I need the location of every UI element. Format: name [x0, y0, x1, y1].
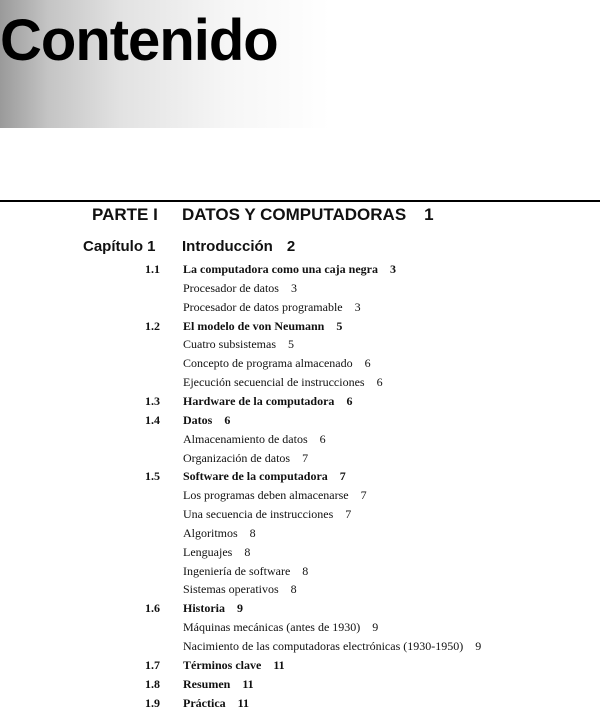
entry-page-number: 7: [339, 469, 346, 484]
entry-text: [183, 281, 297, 296]
toc-subsection-entry: [0, 432, 600, 451]
entry-page-number: 6: [376, 375, 383, 390]
entry-page-number: 5: [288, 337, 294, 352]
entry-title: Datos: [183, 412, 213, 427]
chapter-page-number: 2: [286, 238, 296, 255]
entry-page-number: 11: [273, 657, 285, 672]
entry-text: [183, 319, 342, 334]
toc-section-entry: [0, 677, 600, 696]
toc-subsection-entry: [0, 526, 600, 545]
entry-page-number: 8: [244, 544, 251, 559]
section-number: 1.5: [145, 469, 160, 484]
entry-page-number: 3: [290, 280, 297, 295]
entry-text: [183, 469, 346, 484]
entry-page-number: 6: [346, 393, 353, 408]
entry-title: Cuatro subsistemas: [183, 337, 276, 352]
entry-text: [183, 620, 378, 635]
toc-subsection-entry: [0, 507, 600, 526]
toc-subsection-entry: [0, 375, 600, 394]
entry-page-number: 6: [364, 356, 371, 371]
chapter-heading: [182, 238, 295, 255]
toc-subsection-entry: [0, 281, 600, 300]
toc-section-entry: [0, 413, 600, 432]
toc-section-entry: [0, 601, 600, 620]
entry-text: [183, 639, 481, 654]
toc-section-entry: [0, 696, 600, 715]
entry-title: El modelo de von Neumann: [183, 318, 325, 333]
toc-section-entry: [0, 658, 600, 677]
entry-page-number: 9: [475, 639, 482, 653]
entry-page-number: 11: [242, 676, 254, 691]
entry-page-number: 8: [249, 525, 256, 540]
chapter-label: Capítulo 1: [83, 238, 156, 255]
part-page-number: 1: [424, 205, 434, 224]
entry-page-number: 7: [360, 488, 367, 503]
toc-section-entry: [0, 319, 600, 338]
section-number: 1.3: [145, 393, 160, 408]
entry-text: [183, 696, 249, 711]
entry-title: Hardware de la computadora: [183, 393, 335, 408]
entry-title: Resumen: [183, 676, 231, 691]
entry-text: [183, 356, 371, 371]
part-title: DATOS Y COMPUTADORAS: [182, 205, 407, 224]
entry-page-number: 3: [354, 299, 361, 314]
toc-subsection-entry: [0, 300, 600, 319]
entry-text: [183, 337, 294, 352]
divider-rule: [0, 200, 600, 202]
toc-subsection-entry: [0, 337, 600, 356]
toc-section-entry: [0, 469, 600, 488]
section-number: 1.9: [145, 695, 160, 710]
entry-page-number: 7: [302, 450, 309, 465]
entry-page-number: 6: [224, 412, 231, 427]
entry-title: La computadora como una caja negra: [183, 262, 378, 276]
toc-subsection-entry: [0, 545, 600, 564]
entry-text: [183, 375, 383, 390]
entry-title: Historia: [183, 601, 225, 616]
page-title: Contenido: [0, 8, 278, 73]
entry-text: [183, 507, 351, 522]
entry-text: [183, 582, 297, 597]
entry-text: [183, 451, 308, 466]
entry-title: Términos clave: [183, 657, 262, 672]
entry-title: Concepto de programa almacenado: [183, 356, 353, 371]
entry-title: Nacimiento de las computadoras electrónicas (1930-1950): [183, 639, 464, 653]
entry-page-number: 6: [319, 431, 326, 446]
part-heading: [182, 205, 434, 225]
entry-title: Una secuencia de instrucciones: [183, 507, 334, 522]
entry-page-number: 7: [345, 507, 352, 522]
toc-subsection-entry: [0, 564, 600, 583]
entry-text: [183, 526, 256, 541]
entry-title: Ejecución secuencial de instrucciones: [183, 375, 365, 390]
entry-title: Práctica: [183, 695, 226, 710]
toc-subsection-entry: [0, 582, 600, 601]
entry-text: [183, 545, 250, 560]
part-label: PARTE I: [92, 205, 158, 224]
entry-text: [183, 677, 254, 692]
toc-subsection-entry: [0, 488, 600, 507]
entry-title: Procesador de datos: [183, 280, 279, 295]
entry-text: [183, 601, 243, 616]
section-number: 1.8: [145, 676, 160, 691]
toc-subsection-entry: [0, 639, 600, 658]
entry-title: Los programas deben almacenarse: [183, 488, 349, 503]
entry-page-number: 8: [290, 582, 297, 597]
section-number: 1.1: [145, 262, 160, 276]
entry-title: Organización de datos: [183, 450, 291, 465]
entry-text: [183, 432, 326, 447]
entry-text: [183, 413, 230, 428]
entry-text: [183, 300, 361, 315]
entry-title: Sistemas operativos: [183, 582, 279, 597]
entry-page-number: 3: [390, 262, 396, 276]
entry-page-number: 9: [237, 601, 243, 616]
entry-page-number: 8: [302, 563, 309, 578]
entry-text: [183, 564, 308, 579]
toc-subsection-entry: [0, 451, 600, 470]
toc-section-entry: [0, 262, 600, 281]
entry-title: Lenguajes: [183, 544, 233, 559]
section-number: 1.2: [145, 318, 160, 333]
section-number: 1.4: [145, 412, 160, 427]
chapter-title: Introducción: [182, 238, 273, 255]
entry-title: Algoritmos: [183, 525, 238, 540]
toc-subsection-entry: [0, 356, 600, 375]
toc-subsection-entry: [0, 620, 600, 639]
section-number: 1.7: [145, 657, 160, 672]
section-number: 1.6: [145, 601, 160, 616]
entry-page-number: 9: [372, 620, 379, 635]
entry-title: Software de la computadora: [183, 469, 328, 484]
entry-title: Máquinas mecánicas (antes de 1930): [183, 620, 361, 635]
entry-title: Procesador de datos programable: [183, 299, 343, 314]
entry-text: [183, 488, 367, 503]
entry-text: [183, 394, 352, 409]
entry-page-number: 11: [237, 695, 249, 710]
entry-title: Ingeniería de software: [183, 563, 291, 578]
entry-page-number: 5: [336, 318, 343, 333]
entry-title: Almacenamiento de datos: [183, 431, 308, 446]
toc-section-entry: [0, 394, 600, 413]
entry-text: [183, 658, 285, 673]
entry-text: [183, 262, 396, 277]
